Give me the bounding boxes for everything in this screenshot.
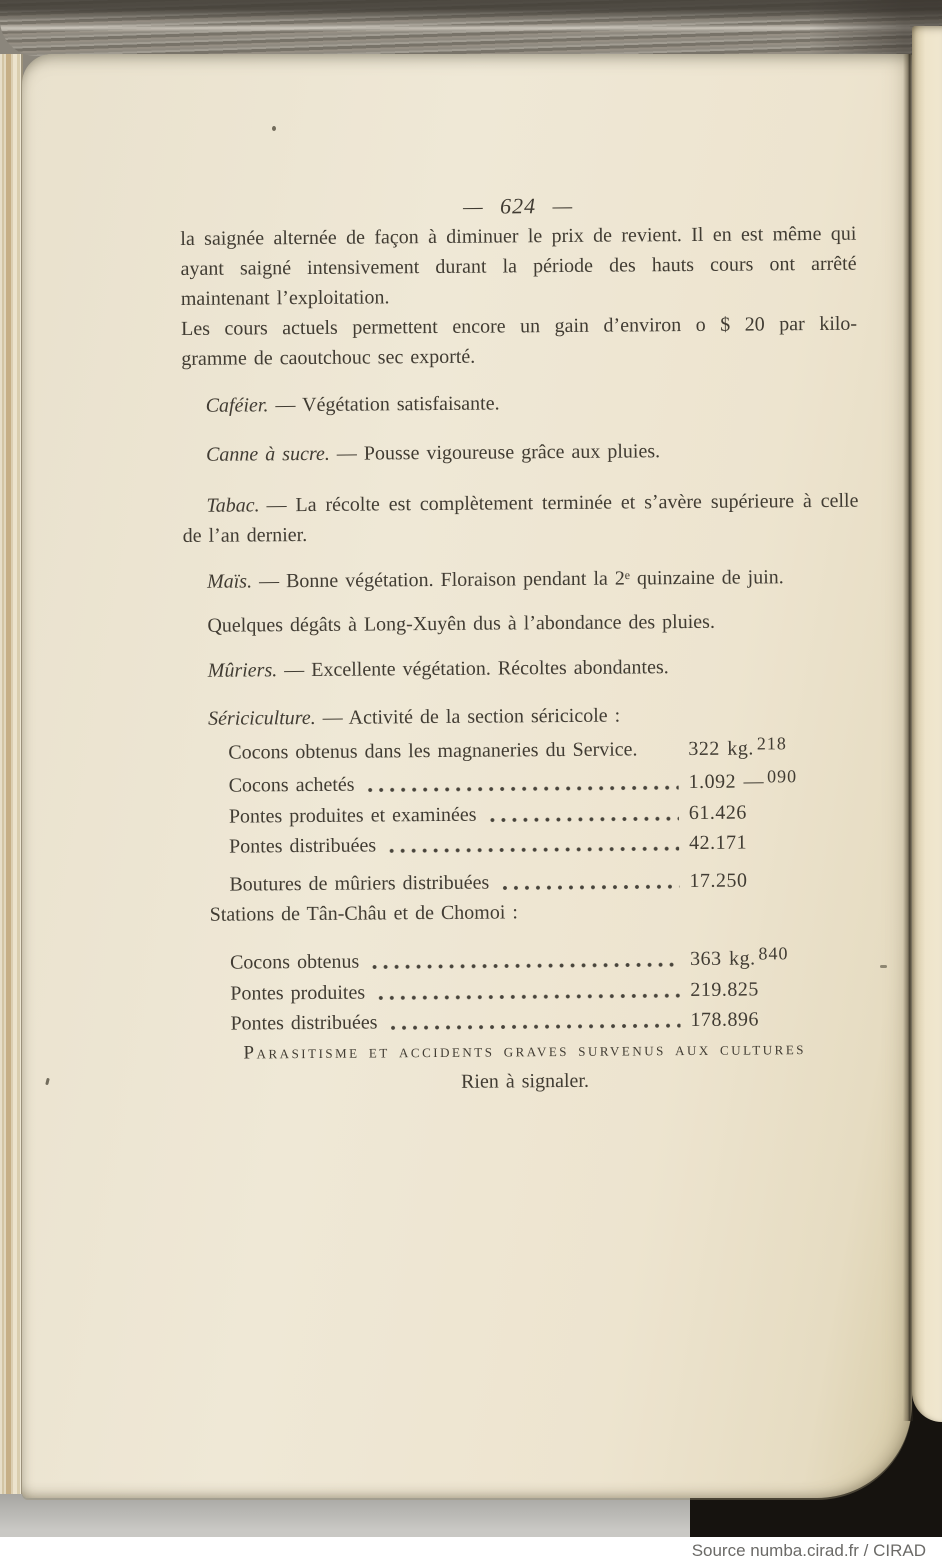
row-value-raised: 218 — [756, 733, 787, 754]
paragraph-mais-degats — [183, 606, 859, 641]
row-label: Pontes distribuées — [229, 834, 377, 858]
stations-line: Stations de Tân-Châu et de Chomoi : — [209, 901, 519, 926]
table-row — [228, 733, 860, 768]
facing-page-edge — [912, 26, 942, 1422]
table-row — [229, 766, 861, 801]
crop-term: Caféier. — [205, 394, 269, 417]
stations-table — [230, 943, 863, 1039]
closing-line: Rien à signaler. — [460, 1069, 589, 1093]
table-row — [229, 865, 861, 900]
table-row — [230, 943, 862, 978]
row-label: Pontes produites et examinées — [228, 803, 477, 828]
crop-term: Maïs. — [206, 570, 253, 593]
paragraph-tabac — [182, 486, 858, 551]
source-caption: Source numba.cirad.fr / CIRAD — [691, 1541, 926, 1560]
paragraph-prices-line1: Les cours actuels permettent encore un gain d’environ o $ 20 par kilo- — [180, 312, 858, 340]
row-value: 61.426 — [688, 801, 747, 825]
crop-text: Quelques dégâts à Long-Xuyên dus à l’abondance des pluies. — [207, 610, 715, 637]
paragraph-cafeier — [182, 386, 858, 421]
paragraph-prices-line2: gramme de caoutchouc sec exporté. — [181, 345, 476, 370]
leader-dots — [489, 815, 679, 823]
paragraph-mais — [183, 562, 859, 597]
paragraph-prices — [181, 309, 857, 374]
book-left-page-edges — [0, 54, 23, 1494]
row-value-raised: 090 — [767, 766, 798, 787]
book-top-page-edges — [0, 0, 942, 56]
paragraph-rubber: la saignée alternée de façon à diminuer le prix de revient. Il en est même qui ayant saigné intensivement durant la période des hauts cours ont arrêté maintenant l’exploitation. — [180, 222, 857, 310]
leader-dots — [650, 751, 679, 758]
row-label: Pontes produites — [230, 981, 366, 1005]
row-value: 42.171 — [689, 831, 748, 855]
source-caption-bar — [0, 1537, 942, 1566]
leader-dots — [367, 784, 679, 793]
row-label: Boutures de mûriers distribuées — [229, 871, 490, 896]
paragraph-canne-a-sucre — [182, 435, 858, 470]
row-value: 17.250 — [689, 869, 748, 893]
leader-dots — [390, 1022, 681, 1031]
row-label: Pontes distribuées — [230, 1011, 378, 1035]
leader-dots — [371, 961, 680, 970]
table-row — [230, 974, 862, 1009]
row-value: 363 kg. 840 — [690, 943, 862, 974]
row-label: Cocons obtenus dans les magnaneries du Service. — [228, 738, 638, 764]
paper-speck — [45, 1078, 50, 1086]
crop-term: Mûriers. — [207, 659, 278, 682]
paragraph-muriers — [184, 651, 860, 686]
paper-speck — [880, 965, 887, 968]
table-row — [229, 827, 861, 862]
row-value: 322 kg. 218 — [688, 733, 860, 764]
section-heading: Parasitisme et accidents graves survenus aux cultures — [243, 1038, 807, 1064]
crop-term: Tabac. — [206, 494, 260, 517]
page-number: — 624 — — [462, 192, 574, 219]
leader-dots — [388, 845, 679, 854]
crop-term: Canne à sucre. — [205, 442, 330, 466]
table-row — [229, 797, 861, 832]
row-label: Cocons achetés — [228, 773, 355, 797]
paper-speck — [272, 126, 276, 131]
row-value: 219.825 — [690, 978, 759, 1002]
crop-text: — Bonne végétation. Floraison pendant la 2ᵉ quinzaine de juin. — [258, 566, 784, 593]
sericulture-table — [228, 733, 861, 900]
crop-text: — Pousse vigoureuse grâce aux pluies. — [336, 440, 661, 465]
crop-text: — Excellente végétation. Récoltes abondantes. — [284, 656, 669, 682]
row-label: Cocons obtenus — [229, 950, 360, 974]
leader-dots — [377, 992, 680, 1001]
row-value-raised: 840 — [758, 943, 789, 964]
crop-text: — Activité de la section séricicole : — [322, 704, 621, 729]
page-text-block — [180, 189, 863, 1099]
leader-dots — [501, 883, 679, 891]
crop-text: — Végétation satisfaisante. — [275, 392, 500, 417]
crop-text: — La récolte est complètement terminée et s’avère supérieure à celle de l’an dernier. — [182, 489, 859, 547]
row-value: 178.896 — [690, 1008, 760, 1032]
table-row — [230, 1004, 862, 1039]
row-value: 1.092 — 090 — [689, 766, 861, 797]
crop-term: Sériciculture. — [208, 706, 316, 730]
